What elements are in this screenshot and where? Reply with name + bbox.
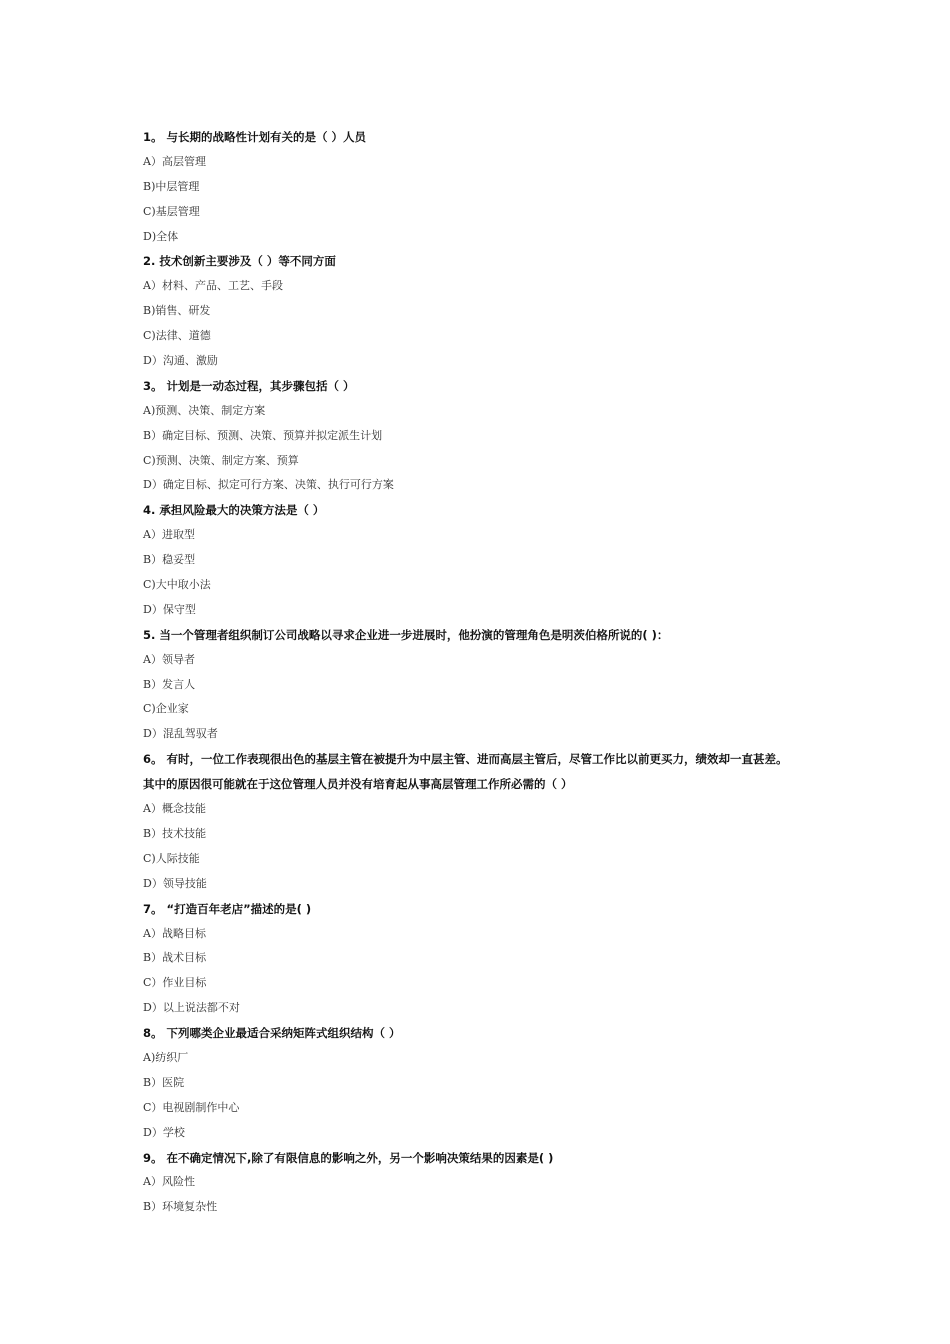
answer-option: A）进取型	[143, 528, 195, 542]
answer-option: B）医院	[143, 1075, 185, 1089]
question-block	[143, 1146, 843, 1221]
question-block	[143, 498, 843, 622]
question-block	[143, 374, 843, 498]
question-list	[143, 125, 843, 1220]
answer-option: D）确定目标、拟定可行方案、决策、执行可行方案	[143, 478, 394, 492]
answer-option: B）环境复杂性	[143, 1200, 218, 1214]
answer-option: C）作业目标	[143, 976, 207, 990]
answer-option: D）领导技能	[143, 876, 207, 890]
answer-option: A）领导者	[143, 652, 195, 666]
answer-option: A）概念技能	[143, 802, 206, 816]
question-stem: 1。 与长期的战略性计划有关的是（ ）人员	[143, 130, 367, 144]
question-stem: 2. 技术创新主要涉及（ ）等不同方面	[143, 254, 336, 269]
question-stem: 9。 在不确定情况下,除了有限信息的影响之外，另一个影响决策结果的因素是( )	[143, 1150, 554, 1165]
question-block	[143, 897, 843, 1021]
answer-option: D）保守型	[143, 602, 196, 616]
question-block	[143, 125, 843, 249]
answer-option: D）混乱驾驭者	[143, 727, 218, 741]
answer-option: D）以上说法都不对	[143, 1001, 240, 1015]
answer-option: A）风险性	[143, 1175, 195, 1189]
answer-option: C)预测、决策、制定方案、预算	[143, 453, 299, 467]
answer-option: B)销售、研发	[143, 304, 211, 318]
question-block	[143, 747, 843, 896]
answer-option: C)法律、道德	[143, 329, 211, 343]
question-block	[143, 249, 843, 373]
answer-option: A）高层管理	[143, 154, 206, 168]
answer-option: D)全体	[143, 229, 179, 243]
answer-option: B）确定目标、预测、决策、预算并拟定派生计划	[143, 428, 383, 442]
answer-option: C)大中取小法	[143, 578, 211, 592]
answer-option: A）材料、产品、工艺、手段	[143, 279, 283, 293]
answer-option: B）技术技能	[143, 826, 207, 840]
answer-option: C)企业家	[143, 702, 189, 716]
question-stem: 8。 下列哪类企业最适合采纳矩阵式组织结构（ ）	[143, 1026, 401, 1041]
question-block	[143, 623, 843, 747]
answer-option: C）电视剧制作中心	[143, 1100, 240, 1114]
answer-option: B）战术目标	[143, 951, 207, 965]
answer-option: D）学校	[143, 1125, 185, 1139]
answer-option: B）稳妥型	[143, 553, 196, 567]
question-stem: 3。 计划是一动态过程，其步骤包括（ ）	[143, 378, 355, 393]
answer-option: A)纺织厂	[143, 1050, 189, 1064]
answer-option: C)基层管理	[143, 204, 200, 218]
answer-option: B）发言人	[143, 677, 196, 691]
answer-option: A）战略目标	[143, 926, 206, 940]
question-block	[143, 1021, 843, 1145]
answer-option: A)预测、决策、制定方案	[143, 403, 266, 417]
answer-option: D）沟通、激励	[143, 354, 218, 368]
question-stem: 其中的原因很可能就在于这位管理人员并没有培育起从事高层管理工作所必需的（ ）	[143, 777, 573, 792]
question-stem: 7。 “打造百年老店”描述的是( )	[143, 901, 312, 916]
question-stem: 6。 有时，一位工作表现很出色的基层主管在被提升为中层主管、进而高层主管后，尽管工作比以前更买力，绩效却一直甚差。	[143, 752, 788, 767]
question-stem: 4. 承担风险最大的决策方法是（ ）	[143, 503, 325, 518]
answer-option: B)中层管理	[143, 179, 200, 193]
answer-option: C)人际技能	[143, 851, 200, 865]
question-stem: 5. 当一个管理者组织制订公司战略以寻求企业进一步进展时，他扮演的管理角色是明茨伯格所说的( )：	[143, 627, 669, 642]
